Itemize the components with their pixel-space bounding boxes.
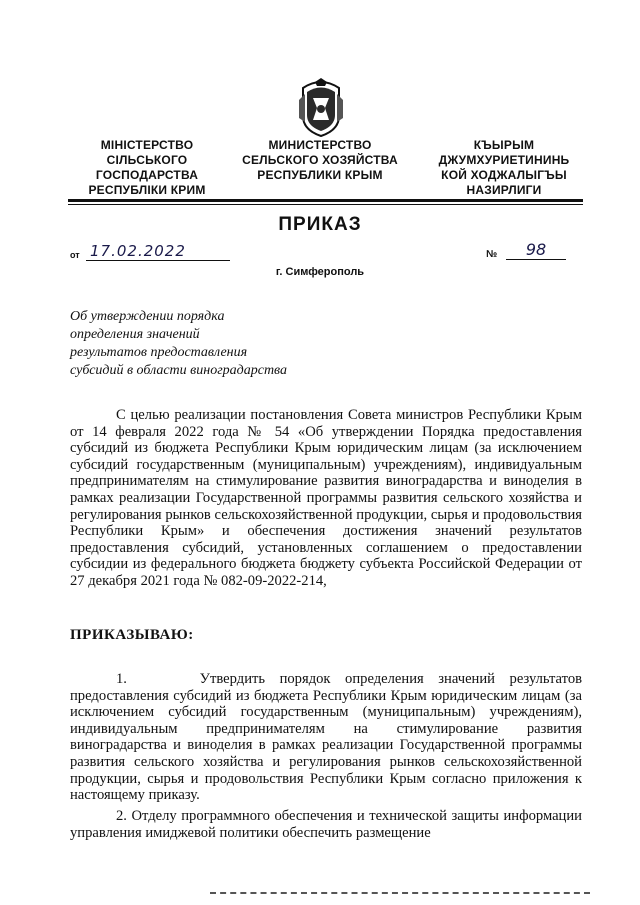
number-prefix: № bbox=[486, 249, 498, 260]
city-name: г. Симферополь bbox=[275, 266, 365, 278]
ministry-ua-line: МІНІСТЕРСТВО bbox=[100, 138, 194, 152]
ministry-crh-line: НАЗИРЛИГИ bbox=[466, 183, 542, 197]
ministry-crh-line: КЪЫРЫМ bbox=[473, 138, 535, 152]
header-divider-thick bbox=[68, 199, 583, 202]
order-item-1 bbox=[70, 671, 582, 804]
order-number-field bbox=[486, 240, 586, 264]
header-divider-thin bbox=[68, 204, 583, 205]
ministry-ua-line: РЕСПУБЛІКИ КРИМ bbox=[88, 183, 206, 197]
ministry-ua-line: СІЛЬСЬКОГО bbox=[106, 153, 188, 167]
item-text: Утвердить порядок определения значений результатов предоставления субсидий из бюджета Республики Крым юридическим лицам (за исключением субсидий государственным (муниципальным) учреждениям), индивидуальным предпринимателям на стимулирование развития виноградарства и виноделия в рамках реализации Государственной программы развития сельского хозяйства и регулирования рынков сельскохозяйственной продукции, сырья и продовольствия Республики Крым согласно приложения к настоящему приказу. bbox=[70, 671, 583, 804]
order-subject bbox=[70, 308, 370, 380]
order-item-2 bbox=[70, 808, 582, 841]
ministry-ru-line: СЕЛЬСКОГО ХОЗЯЙСТВА bbox=[242, 153, 398, 167]
order-number: 98 bbox=[506, 240, 566, 260]
order-date-field bbox=[70, 244, 270, 264]
document-title: ПРИКАЗ bbox=[278, 214, 362, 235]
subject-line: субсидий в области виноградарства bbox=[70, 363, 288, 378]
coat-of-arms-emblem bbox=[295, 78, 347, 138]
ministry-name-ukrainian bbox=[72, 138, 222, 198]
ministry-ru-line: МИНИСТЕРСТВО bbox=[268, 138, 372, 152]
item-number: 2. bbox=[116, 808, 127, 824]
subject-line: определения значений bbox=[70, 327, 200, 342]
preamble-paragraph: С целью реализации постановления Совета министров Республики Крым от 14 февраля 2022 года № 54 «Об утверждении Порядка предоставления субсидий из бюджета Республики Крым юридическим лицам (за исключением субсидий государственным (муниципальным) учреждениям), индивидуальным предпринимателям на стимулирование развития виноградарства и виноделия в рамках реализации Государственной программы развития сельского хозяйства и регулирования рынков сельскохозяйственной продукции, сырья и продовольствия Республики Крым» и обеспечения достижения значений результатов предоставления субсидий, установленных соглашением о предоставлении субсидии из федерального бюджета бюджету субъекта Российской Федерации от 27 декабря 2021 года № 082-09-2022-214, bbox=[70, 407, 582, 589]
date-prefix: от bbox=[70, 250, 80, 260]
ministry-crh-line: ДЖУМХУРИЕТИНИНЬ bbox=[438, 153, 570, 167]
scan-artifact-line bbox=[210, 892, 590, 898]
ministry-ua-line: ГОСПОДАРСТВА bbox=[95, 168, 199, 182]
subject-line: Об утверждении порядка bbox=[70, 309, 225, 324]
ministry-name-crimean-tatar bbox=[418, 138, 590, 198]
item-number: 1. bbox=[116, 671, 127, 687]
ministry-name-russian bbox=[230, 138, 410, 183]
subject-line: результатов предоставления bbox=[70, 345, 248, 360]
item-text: Отделу программного обеспечения и технической защиты информации управления имиджевой политики обеспечить размещение bbox=[70, 808, 582, 841]
ministry-crh-line: КОЙ ХОДЖАЛЫГЪЫ bbox=[441, 168, 567, 182]
order-directive-heading: ПРИКАЗЫВАЮ: bbox=[70, 627, 194, 643]
ministry-ru-line: РЕСПУБЛИКИ КРЫМ bbox=[257, 168, 383, 182]
order-date: 17.02.2022 bbox=[86, 242, 230, 261]
